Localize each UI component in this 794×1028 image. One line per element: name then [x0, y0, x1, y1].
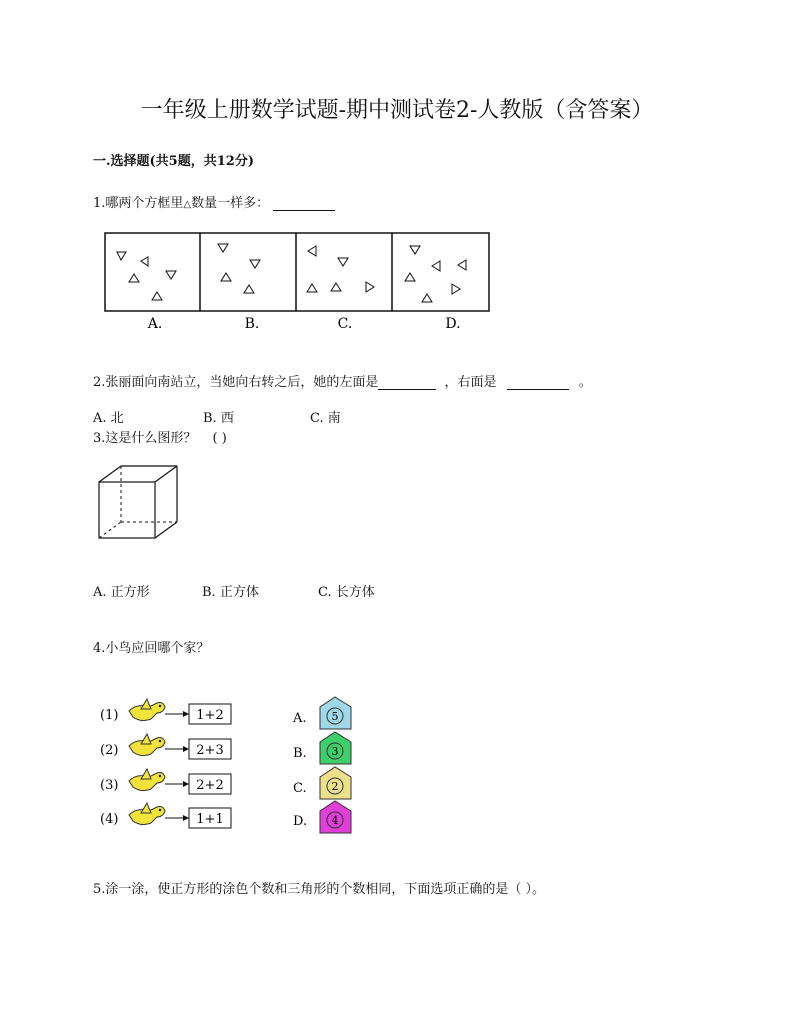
- triangle-icon: [366, 282, 374, 292]
- cube-front-face: [99, 482, 155, 538]
- triangle-icon: [458, 260, 466, 270]
- cube-edge: [99, 466, 121, 482]
- answer-blank-q2-right[interactable]: [507, 375, 569, 390]
- q1-frame: [105, 233, 489, 311]
- box-label-b: B.: [244, 316, 260, 332]
- section-header: 一.选择题(共5题，共12分): [93, 154, 254, 169]
- question-1-text-after: 数量一样多：: [191, 196, 270, 211]
- expression-text: 2+3: [196, 743, 224, 758]
- arrow-head: [183, 815, 189, 821]
- house-number: 4: [331, 814, 339, 827]
- q3-option-c[interactable]: C. 长方体: [318, 585, 375, 600]
- house-option-b[interactable]: [293, 732, 351, 764]
- box-c-triangles: [307, 246, 374, 292]
- question-3-text: 3.这是什么图形？: [93, 431, 197, 446]
- house-option-d[interactable]: [293, 801, 351, 833]
- triangle-icon: [410, 246, 420, 254]
- box-label-c: C.: [337, 316, 353, 332]
- question-1: [93, 192, 335, 211]
- q3-option-a[interactable]: A. 正方形: [93, 585, 150, 600]
- page-title: 一年级上册数学试题-期中测试卷2-人教版（含答案）: [140, 98, 654, 123]
- q3-option-b[interactable]: B. 正方体: [202, 585, 259, 600]
- row-number: (4): [100, 812, 119, 827]
- house-label: B.: [293, 746, 307, 761]
- q1-figure: [100, 228, 496, 338]
- question-2-text: 2.张丽面向南站立，当她向右转之后，她的左面是: [93, 375, 379, 390]
- question-4: 4.小鸟应回哪个家？: [93, 641, 210, 656]
- triangle-icon: [152, 292, 162, 300]
- triangle-icon: [308, 246, 316, 256]
- house-number: 5: [331, 710, 339, 723]
- triangle-icon: [338, 258, 348, 266]
- q2-option-a[interactable]: A. 北: [93, 411, 124, 426]
- bird-icon: [129, 734, 165, 756]
- cube-edge: [155, 522, 177, 538]
- expression-text: 1+1: [196, 812, 224, 827]
- row-number: (1): [100, 708, 119, 723]
- house-option-a[interactable]: [292, 697, 351, 729]
- answer-blank-q2-left[interactable]: [378, 375, 436, 390]
- question-2-end: 。: [578, 375, 592, 390]
- house-number: 3: [331, 745, 339, 758]
- house-label: D.: [293, 814, 308, 829]
- bird-icon: [129, 769, 165, 791]
- bird-row-1: [100, 699, 231, 724]
- q4-figure: [95, 695, 365, 840]
- row-number: (3): [100, 778, 119, 793]
- triangle-icon: [117, 252, 126, 260]
- triangle-icon: [432, 261, 440, 271]
- box-label-d: D.: [445, 316, 461, 332]
- house-label: A.: [293, 711, 307, 726]
- row-number: (2): [100, 743, 119, 758]
- triangle-icon: [218, 244, 228, 252]
- house-label: C.: [293, 781, 307, 796]
- question-2-mid: ，右面是: [444, 375, 497, 390]
- question-3: [93, 427, 227, 446]
- expression-text: 2+2: [196, 778, 224, 793]
- bird-row-2: [100, 734, 231, 759]
- house-option-c[interactable]: [293, 767, 351, 799]
- box-label-a: A.: [147, 316, 163, 332]
- question-2: [93, 371, 592, 390]
- triangle-icon: [452, 284, 460, 294]
- bird-icon: [129, 699, 165, 721]
- box-d-triangles: [405, 246, 466, 302]
- triangle-icon: [129, 274, 139, 282]
- triangle-icon: [166, 271, 176, 279]
- triangle-icon: [141, 257, 148, 266]
- cube-figure: [95, 462, 185, 542]
- triangle-icon: [250, 260, 260, 268]
- q2-option-c[interactable]: C. 南: [310, 411, 341, 426]
- triangle-icon: [244, 285, 254, 293]
- bird-row-4: [100, 803, 231, 828]
- answer-blank-q1[interactable]: [273, 196, 335, 211]
- triangle-icon: [307, 284, 317, 292]
- arrow-head: [183, 781, 189, 787]
- q2-option-b[interactable]: B. 西: [203, 411, 234, 426]
- answer-paren-q3[interactable]: ( ): [212, 431, 227, 446]
- triangle-icon: △: [183, 199, 192, 210]
- box-a-triangles: [117, 252, 176, 300]
- cube-hidden-edge: [99, 522, 121, 538]
- triangle-icon: [405, 273, 415, 281]
- triangle-icon: [331, 283, 341, 291]
- house-number: 2: [331, 780, 339, 793]
- bird-icon: [129, 803, 165, 825]
- question-1-text: 1.哪两个方框里: [93, 196, 184, 211]
- question-5: 5.涂一涂，使正方形的涂色个数和三角形的个数相同，下面选项正确的是（ ）。: [93, 882, 546, 897]
- box-b-triangles: [218, 244, 260, 293]
- cube-edge: [155, 466, 177, 482]
- bird-row-3: [100, 769, 231, 794]
- triangle-icon: [422, 294, 432, 302]
- arrow-head: [183, 746, 189, 752]
- expression-text: 1+2: [196, 708, 224, 723]
- arrow-head: [183, 711, 189, 717]
- triangle-icon: [221, 273, 231, 281]
